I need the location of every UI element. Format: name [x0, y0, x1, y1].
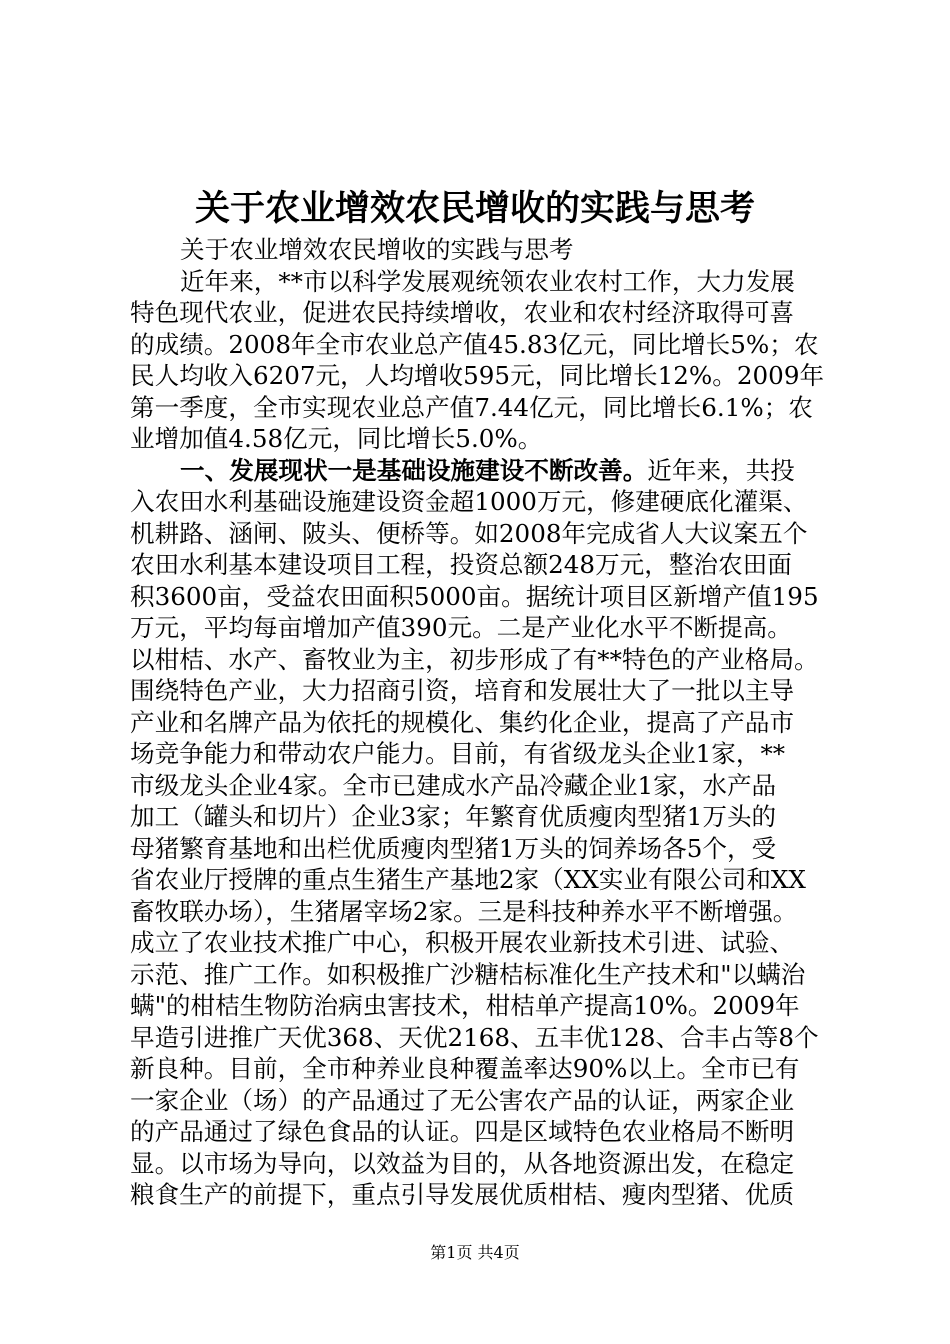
paragraph-line: 第一季度，全市实现农业总产值7.44亿元，同比增长6.1%；农 — [130, 392, 813, 422]
paragraph-line: 近年来，**市以科学发展观统领农业农村工作，大力发展 — [180, 266, 795, 296]
paragraph-line: 示范、推广工作。如积极推广沙糖桔标准化生产技术和"以螨治 — [130, 959, 806, 989]
paragraph-line: 万元，平均每亩增加产值390元。二是产业化水平不断提高。 — [130, 613, 792, 642]
paragraph-line: 业增加值4.58亿元，同比增长5.0%。 — [130, 424, 543, 453]
section-heading-continuation: 近年来，共投 — [647, 455, 795, 485]
paragraph-line: 民人均收入6207元，人均增收595元，同比增长12%。2009年 — [130, 361, 825, 390]
page-number: 第1页 共4页 — [430, 1243, 520, 1262]
document-body — [130, 234, 830, 1211]
paragraph-line: 入农田水利基础设施建设资金超1000万元，修建硬底化灌渠、 — [130, 487, 808, 516]
paragraph-line: 以柑桔、水产、畜牧业为主，初步形成了有**特色的产业格局。 — [130, 644, 819, 674]
paragraph-line: 新良种。目前，全市种养业良种覆盖率达90%以上。全市已有 — [130, 1054, 800, 1083]
paragraph-line: 畜牧联办场），生猪屠宰场2家。三是科技种养水平不断增强。 — [130, 896, 798, 926]
paragraph-line: 农田水利基本建设项目工程，投资总额248万元，整治农田面 — [130, 550, 792, 579]
paragraph-line: 螨"的柑桔生物防治病虫害技术，柑桔单产提高10%。2009年 — [130, 991, 800, 1020]
paragraph-line: 省农业厅授牌的重点生猪生产基地2家（XX实业有限公司和XX — [130, 865, 806, 894]
paragraph-line: 显。以市场为导向，以效益为目的，从各地资源出发，在稳定 — [130, 1148, 795, 1178]
paragraph-line: 粮食生产的前提下，重点引导发展优质柑桔、瘦肉型猪、优质 — [130, 1180, 795, 1209]
paragraph-line: 的产品通过了绿色食品的认证。四是区域特色农业格局不断明 — [130, 1117, 795, 1146]
paragraph-line: 成立了农业技术推广中心，积极开展农业新技术引进、试验、 — [130, 928, 795, 957]
paragraph-line: 特色现代农业，促进农民持续增收，农业和农村经济取得可喜 — [130, 298, 795, 327]
paragraph-line: 一家企业（场）的产品通过了无公害农产品的认证，两家企业 — [130, 1085, 795, 1115]
paragraph-line: 机耕路、涵闸、陂头、便桥等。如2008年完成省人大议案五个 — [130, 518, 808, 548]
section-heading: 一、发展现状一是基础设施建设不断改善。 — [180, 455, 648, 485]
document-title: 关于农业增效农民增收的实践与思考 — [194, 189, 755, 229]
section-heading-line — [130, 455, 830, 487]
paragraph-line: 积3600亩，受益农田面积5000亩。据统计项目区新增产值195 — [130, 581, 819, 611]
paragraph-line: 市级龙头企业4家。全市已建成水产品冷藏企业1家，水产品 — [130, 770, 777, 800]
paragraph-line: 早造引进推广天优368、天优2168、五丰优128、合丰占等8个 — [130, 1022, 819, 1052]
paragraph-line: 的成绩。2008年全市农业总产值45.83亿元，同比增长5%；农 — [130, 329, 819, 359]
paragraph-line: 围绕特色产业，大力招商引资，培育和发展壮大了一批以主导 — [130, 676, 795, 705]
paragraph-line: 关于农业增效农民增收的实践与思考 — [180, 235, 574, 264]
paragraph-line: 母猪繁育基地和出栏优质瘦肉型猪1万头的饲养场各5个，受 — [130, 833, 777, 863]
paragraph-line: 产业和名牌产品为依托的规模化、集约化企业，提高了产品市 — [130, 707, 795, 737]
paragraph-line: 加工（罐头和切片）企业3家；年繁育优质瘦肉型猪1万头的 — [130, 802, 777, 831]
paragraph-line: 场竞争能力和带动农户能力。目前，有省级龙头企业1家，** — [130, 739, 786, 768]
